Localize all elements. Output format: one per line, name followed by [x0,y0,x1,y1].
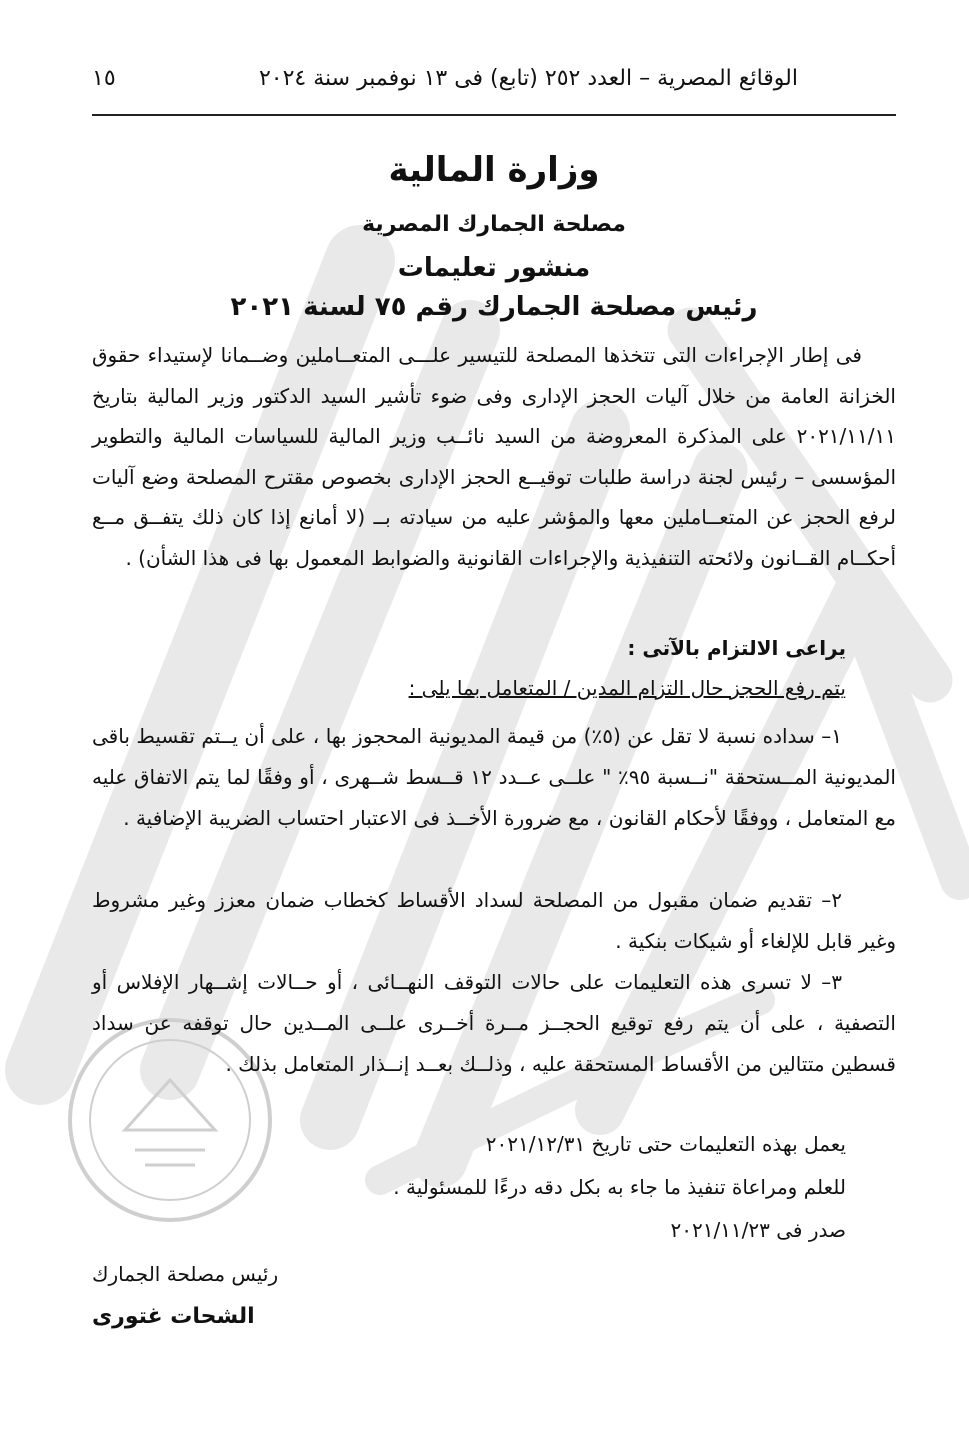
signature-name-block [92,1304,322,1329]
closing-line: للعلم ومراعاة تنفيذ ما جاء به بكل دقه درءًا للمسئولية . [393,1175,846,1199]
signature-name: الشحات غتورى [92,1304,255,1329]
signature-title: رئيس مصلحة الجمارك [92,1262,279,1286]
ministry-title: وزارة المالية [388,150,600,190]
page-number: ١٥ [92,65,116,91]
header-title: الوقائع المصرية – العدد ٢٥٢ (تابع) فى ١٣ نوفمبر سنة ٢٠٢٤ [258,65,798,91]
circular-title: منشور تعليمات [397,253,591,283]
lift-condition-line [92,676,846,700]
issued-date-line: صدر فى ٢٠٢١/١١/٢٣ [670,1218,846,1242]
effective-date-line: يعمل بهذه التعليمات حتى تاريخ ٢٠٢١/١٢/٣١ [485,1132,846,1156]
list-item [92,880,896,962]
signature-block [92,1262,322,1286]
intro-text: فى إطار الإجراءات التى تتخذها المصلحة للتيسير علـــى المتعــاملين وضــمانا لإستيداء حقوق الخزانة العامة من خلال آليات الحجز الإدارى وفى ضوء تأشير السيد الدكتور وزير المالية بتاريخ ٢٠٢١/١١/١١ على المذكرة المعروضة من السيد نائــب وزير المالية للسياسات المالية والتطوير المؤسسى – رئيس لجنة دراسة طلبات توقيــع الحجز الإدارى بخصوص مقترح المصلحة وضع آليات لرفع الحجز عن المتعــاملين معها والمؤشر عليه من سيادته بــ (لا أمانع إذا كان ذلك يتفــق مــع أحكــام القــانون ولائحته التنفيذية والإجراءات القانونية والضوابط المعمول بها فى هذا الشأن) . [92,343,896,570]
item-3-text: ٣– لا تسرى هذه التعليمات على حالات التوقف النهــائى ، أو حــالات إشــهار الإفلاس أو التصفية ، على أن يتم رفع توقيع الحجــز مــرة أخــرى علــى المــدين حال توقفه عن سداد قسطين متتالين من الأقساط المستحقة عليه ، وذلــك بعــد إنــذار المتعامل بذلك . [92,970,896,1076]
decree-title: رئيس مصلحة الجمارك رقم ٧٥ لسنة ٢٠٢١ [230,292,758,322]
item-2-text: ٢– تقديم ضمان مقبول من المصلحة لسداد الأقساط كخطاب ضمان معزز وغير مشروط وغير قابل للإلغاء أو شيكات بنكية . [92,888,896,953]
list-item [92,716,896,839]
header-divider [92,114,896,116]
item-1-text: ١– سداده نسبة لا تقل عن (٥٪) من قيمة المديونية المحجوز بها ، على أن يــتم تقسيط باقى المديونية المــستحقة "نــسبة ٩٥٪ " علــى عــدد ١٢ قــسط شــهرى ، أو وفقًا لما يتم الاتفاق عليه مع المتعامل ، ووفقًا لأحكام القانون ، مع ضرورة الأخــذ فى الاعتبار احتساب الضريبة الإضافية . [92,724,896,830]
page-header [92,58,798,98]
lift-condition-text: يتم رفع الحجز حال التزام المدين / المتعامل بما يلى : [408,676,846,700]
intro-paragraph [92,335,896,578]
observe-heading: يراعى الالتزام بالآتى : [627,636,846,660]
authority-title: مصلحة الجمارك المصرية [362,212,626,237]
list-item [92,962,896,1085]
